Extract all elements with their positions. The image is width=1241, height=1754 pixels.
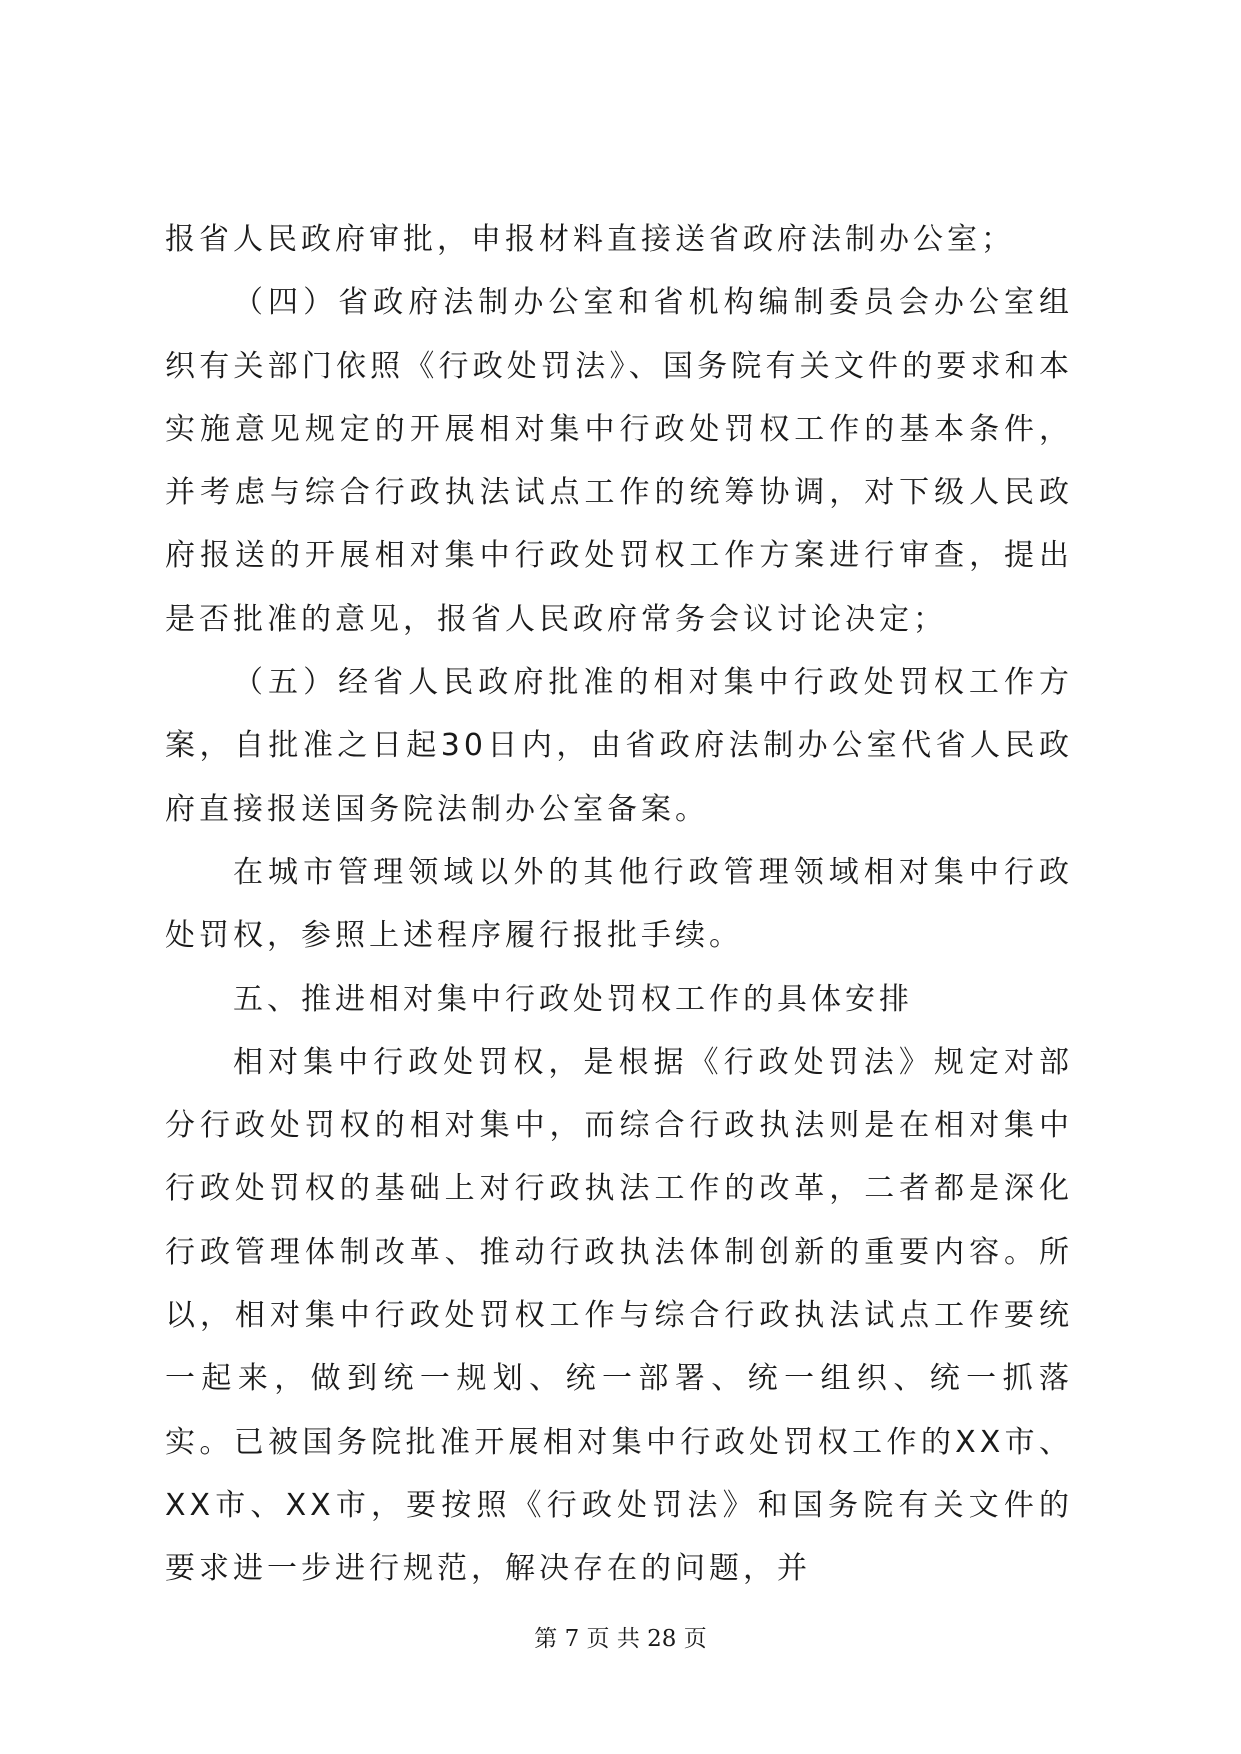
paragraph-other-fields: 在城市管理领域以外的其他行政管理领域相对集中行政处罚权，参照上述程序履行报批手续。	[165, 854, 1073, 954]
document-body	[165, 208, 1073, 1601]
paragraph-item-four: （四）省政府法制办公室和省机构编制委员会办公室组织有关部门依照《行政处罚法》、国务院有关文件的要求和本实施意见规定的开展相对集中行政处罚权工作的基本条件，并考虑与综合行政执法试点工作的统筹协调，对下级人民政府报送的开展相对集中行政处罚权工作方案进行审查，提出是否批准的意见，报省人民政府常务会议讨论决定；	[165, 285, 1073, 637]
section-heading-five: 五、推进相对集中行政处罚权工作的具体安排	[233, 981, 913, 1017]
page-number-footer: 第 7 页 共 28 页	[534, 1626, 707, 1652]
paragraph-item-five: （五）经省人民政府批准的相对集中行政处罚权工作方案，自批准之日起30日内，由省政府法制办公室代省人民政府直接报送国务院法制办公室备案。	[165, 665, 1073, 827]
paragraph-section-body: 相对集中行政处罚权，是根据《行政处罚法》规定对部分行政处罚权的相对集中，而综合行政执法则是在相对集中行政处罚权的基础上对行政执法工作的改革，二者都是深化行政管理体制改革、推动行政执法体制创新的重要内容。所以，相对集中行政处罚权工作与综合行政执法试点工作要统一起来，做到统一规划、统一部署、统一组织、统一抓落实。已被国务院批准开展相对集中行政处罚权工作的XX市、XX市、XX市，要按照《行政处罚法》和国务院有关文件的要求进一步进行规范，解决存在的问题，并	[165, 1044, 1073, 1587]
paragraph-continuation: 报省人民政府审批，申报材料直接送省政府法制办公室；	[165, 222, 1015, 257]
